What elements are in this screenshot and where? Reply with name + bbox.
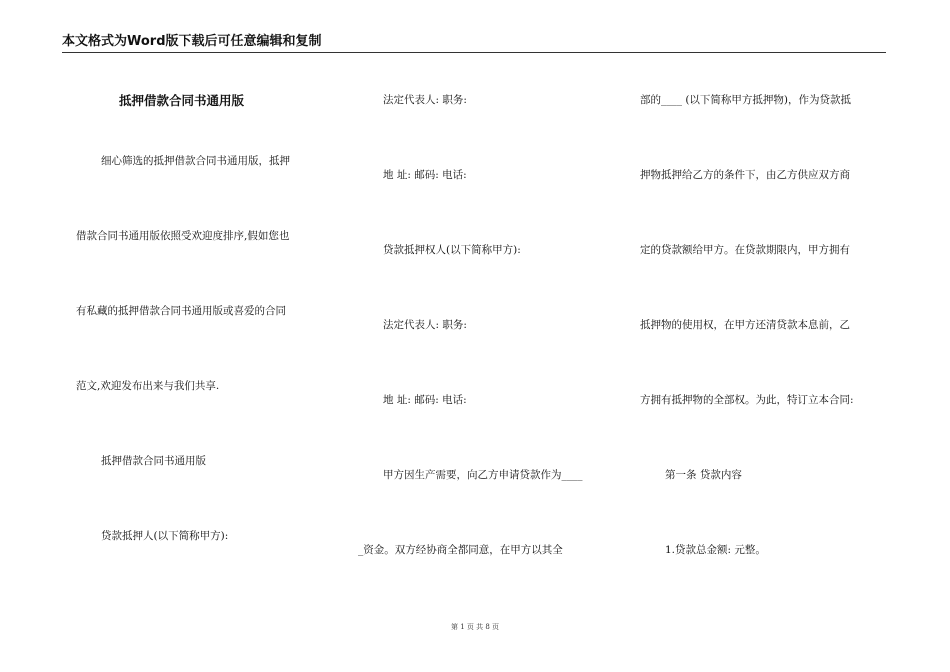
paragraph-line: 法定代表人: 职务: bbox=[383, 319, 467, 331]
paragraph-line: 有私藏的抵押借款合同书通用版或喜爱的合同 bbox=[76, 305, 286, 317]
paragraph-line: 法定代表人: 职务: bbox=[383, 94, 467, 106]
paragraph-line: 方拥有抵押物的全部权。为此，特订立本合同: bbox=[640, 394, 854, 406]
paragraph-line: 部的____ (以下简称甲方抵押物)，作为贷款抵 bbox=[640, 94, 852, 106]
paragraph-line: 范文,欢迎发布出来与我们共享. bbox=[76, 380, 220, 392]
paragraph-line: 1.贷款总金额: 元整。 bbox=[665, 544, 766, 556]
section-title: 第一条 贷款内容 bbox=[665, 469, 742, 481]
paragraph-line: 地 址: 邮码: 电话: bbox=[383, 169, 467, 181]
paragraph-line: 贷款抵押人(以下简称甲方): bbox=[101, 530, 229, 542]
paragraph-line: 贷款抵押权人(以下简称甲方): bbox=[383, 244, 521, 256]
page-header bbox=[62, 34, 886, 53]
paragraph-line: _资金。双方经协商全都同意，在甲方以其全 bbox=[358, 544, 563, 556]
paragraph-line: 借款合同书通用版依照受欢迎度排序,假如您也 bbox=[76, 230, 290, 242]
document-title: 抵押借款合同书通用版 bbox=[119, 93, 245, 108]
paragraph-line: 抵押物的使用权，在甲方还清贷款本息前，乙 bbox=[640, 319, 850, 331]
paragraph-line: 地 址: 邮码: 电话: bbox=[383, 394, 467, 406]
paragraph-line: 押物抵押给乙方的条件下，由乙方供应双方商 bbox=[640, 169, 850, 181]
paragraph-line: 细心筛选的抵押借款合同书通用版，抵押 bbox=[101, 155, 290, 167]
page-number: 第 1 页 共 8 页 bbox=[450, 623, 500, 631]
paragraph-line: 甲方因生产需要，向乙方申请贷款作为____ bbox=[383, 469, 583, 481]
paragraph-line: 定的贷款额给甲方。在贷款期限内，甲方拥有 bbox=[640, 244, 850, 256]
header-text: 本文格式为Word版下载后可任意编辑和复制 bbox=[62, 34, 322, 49]
section-title: 抵押借款合同书通用版 bbox=[101, 455, 206, 467]
